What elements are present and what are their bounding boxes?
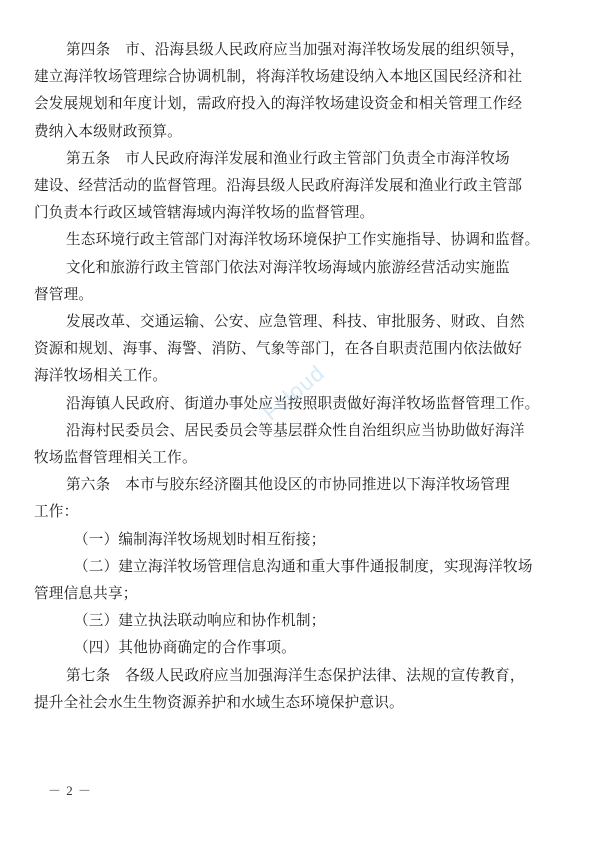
text-line: 沿海镇人民政府、街道办事处应当按照职责做好海洋牧场监督管理工作。 — [66, 394, 540, 412]
watermark: Fcloud — [258, 359, 330, 426]
text-line: 管理信息共享； — [34, 585, 138, 603]
text-line: （二）建立海洋牧场管理信息沟通和重大事件通报制度，实现海洋牧场 — [74, 557, 533, 575]
text-line: 第七条 各级人民政府应当加强海洋生态保护法律、法规的宣传教育， — [66, 666, 525, 684]
text-line: 提升全社会水生生物资源养护和水域生态环境保护意识。 — [34, 693, 404, 711]
text-line: 牧场监督管理相关工作。 — [34, 449, 197, 467]
text-line: 督管理。 — [34, 285, 94, 303]
text-line: （一）编制海洋牧场规划时相互衔接； — [74, 530, 326, 548]
text-line: 工作： — [34, 503, 79, 521]
text-line: 门负责本行政区域管辖海域内海洋牧场的监督管理。 — [34, 204, 375, 222]
text-line: 第五条 市人民政府海洋发展和渔业行政主管部门负责全市海洋牧场 — [66, 149, 510, 167]
text-line: 费纳入本级财政预算。 — [34, 122, 182, 140]
document-body — [34, 36, 564, 716]
text-line: 建立海洋牧场管理综合协调机制，将海洋牧场建设纳入本地区国民经济和社 — [34, 68, 523, 86]
text-line: （四）其他协商确定的合作事项。 — [74, 639, 296, 657]
text-line: （三）建立执法联动响应和协作机制； — [74, 612, 326, 630]
text-line: 沿海村民委员会、居民委员会等基层群众性自治组织应当协助做好海洋 — [66, 421, 525, 439]
text-line: 生态环境行政主管部门对海洋牧场环境保护工作实施指导、协调和监督。 — [66, 231, 540, 249]
text-line: 资源和规划、海事、海警、消防、气象等部门，在各自职责范围内依法做好 — [34, 340, 523, 358]
text-line: 文化和旅游行政主管部门依法对海洋牧场海域内旅游经营活动实施监 — [66, 258, 510, 276]
text-line: 第六条 本市与胶东经济圈其他设区的市协同推进以下海洋牧场管理 — [66, 476, 510, 494]
text-line: 第四条 市、沿海县级人民政府应当加强对海洋牧场发展的组织领导， — [66, 41, 525, 58]
text-line: 海洋牧场相关工作。 — [34, 367, 168, 385]
text-line: 会发展规划和年度计划，需政府投入的海洋牧场建设资金和相关管理工作经 — [34, 95, 523, 113]
text-line: 建设、经营活动的监督管理。沿海县级人民政府海洋发展和渔业行政主管部 — [34, 177, 523, 195]
page-number: － 2 － — [48, 783, 93, 798]
text-line: 发展改革、交通运输、公安、应急管理、科技、审批服务、财政、自然 — [66, 313, 525, 331]
